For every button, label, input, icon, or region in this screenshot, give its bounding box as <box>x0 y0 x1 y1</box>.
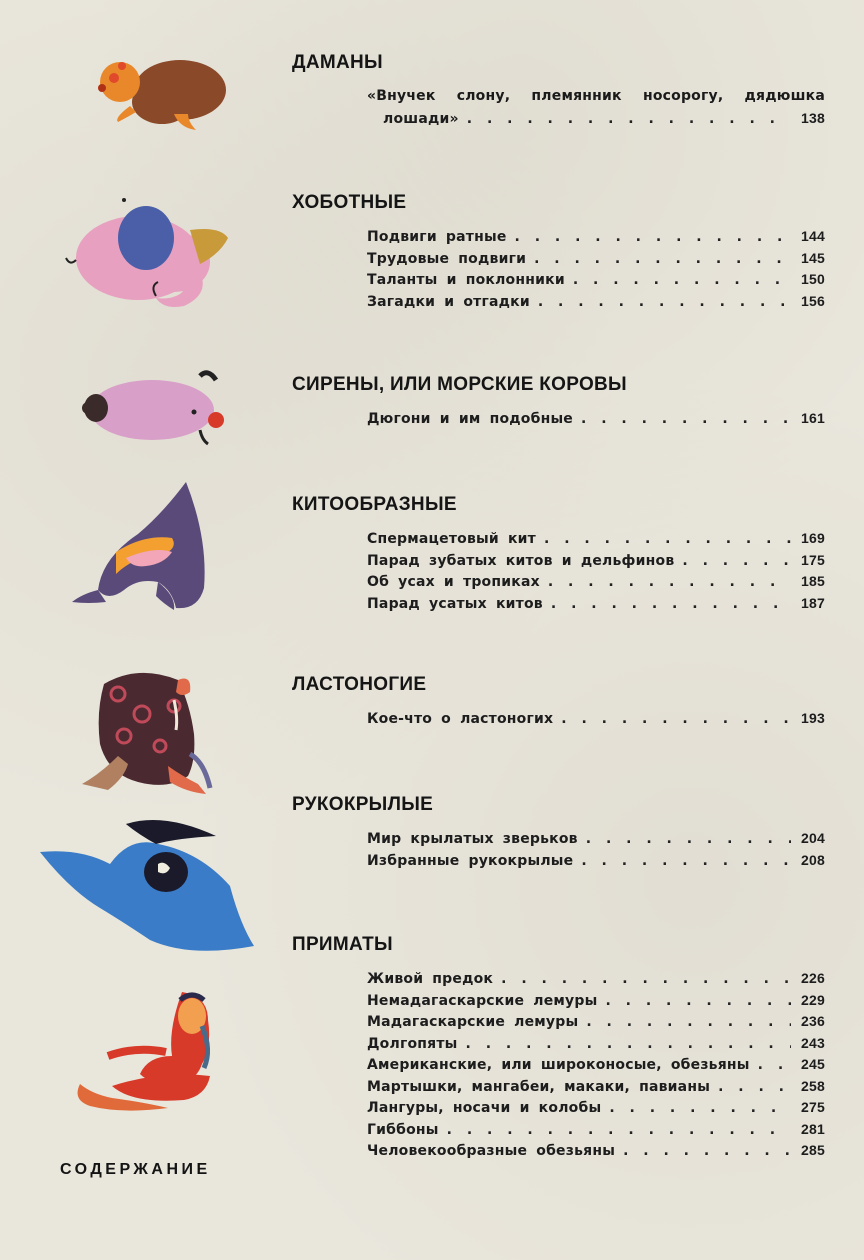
toc-entry[interactable] <box>367 1056 825 1078</box>
page-number: 138 <box>801 109 825 126</box>
dot-leader <box>534 251 791 267</box>
section-title: КИТООБРАЗНЫЕ <box>292 494 457 515</box>
dot-leader <box>561 711 791 727</box>
entry-title: Мадагаскарские лемуры <box>367 1014 579 1030</box>
toc-entry[interactable] <box>367 250 825 272</box>
dot-leader <box>581 853 791 869</box>
dot-leader <box>548 574 791 590</box>
toc-entry[interactable] <box>367 992 825 1014</box>
dot-leader <box>538 294 791 310</box>
page-number: 236 <box>801 1013 825 1029</box>
entry-title: Мартышки, мангабеи, макаки, павианы <box>367 1078 711 1095</box>
toc-entry[interactable] <box>367 410 825 432</box>
section-title: ЛАСТОНОГИЕ <box>292 674 427 695</box>
toc-entry[interactable] <box>367 293 825 315</box>
dolphin-icon <box>68 478 218 618</box>
section-title: РУКОКРЫЛЫЕ <box>292 794 434 815</box>
toc-section-pinnipeds <box>290 674 825 732</box>
toc-entry[interactable] <box>367 1142 825 1164</box>
page-number: 229 <box>801 991 825 1008</box>
page-number: 243 <box>801 1034 825 1051</box>
toc-section-hyraxes <box>290 52 825 131</box>
dot-leader <box>544 531 791 547</box>
page-number: 150 <box>801 271 825 287</box>
page-number: 144 <box>801 228 825 244</box>
entry-title: Американские, или широконосые, обезьяны <box>367 1057 750 1073</box>
page-number: 187 <box>801 594 825 611</box>
page-number: 281 <box>801 1120 825 1137</box>
entry-title: лошади» <box>383 110 459 127</box>
dot-leader <box>623 1143 791 1159</box>
toc-entry[interactable] <box>367 552 825 574</box>
hyrax-icon <box>92 52 232 137</box>
page-number: 161 <box>801 410 825 426</box>
toc-section-bats <box>290 794 825 873</box>
dot-leader <box>466 1036 791 1052</box>
dot-leader <box>605 993 791 1009</box>
toc-entry[interactable] <box>367 1099 825 1121</box>
entry-title: Об усах и тропиках <box>367 574 540 590</box>
toc-entry[interactable] <box>367 271 825 293</box>
dot-leader <box>447 1122 791 1138</box>
entry-title: Человекообразные обезьяны <box>367 1143 616 1159</box>
toc-entry[interactable] <box>383 110 825 132</box>
walrus-icon <box>78 664 218 799</box>
toc-entries <box>367 88 825 131</box>
toc-entry[interactable] <box>367 830 825 852</box>
dot-leader <box>758 1057 791 1073</box>
toc-entries <box>367 228 825 314</box>
toc-entry[interactable] <box>367 573 825 595</box>
sea-cow-icon <box>76 368 226 448</box>
dot-leader <box>467 111 791 127</box>
entry-title: Подвиги ратные <box>367 229 507 245</box>
elephant-icon <box>60 198 235 313</box>
page-number: 208 <box>801 851 825 868</box>
entry-title: Долгопяты <box>367 1035 458 1052</box>
dot-leader <box>586 1014 791 1030</box>
toc-entry[interactable] <box>367 1078 825 1100</box>
toc-entries <box>367 410 825 432</box>
toc-section-sirenians <box>290 374 825 432</box>
toc-entry[interactable] <box>367 1013 825 1035</box>
toc-section-proboscideans <box>290 192 825 314</box>
toc-entries <box>367 530 825 616</box>
entry-title: Парад усатых китов <box>367 595 543 612</box>
entry-title: Мир крылатых зверьков <box>367 831 578 847</box>
toc-entries <box>367 970 825 1164</box>
toc-entry[interactable] <box>367 228 825 250</box>
entry-title: Избранные рукокрылые <box>367 852 574 869</box>
toc-entry[interactable] <box>367 1035 825 1057</box>
entry-title: Немадагаскарские лемуры <box>367 992 598 1009</box>
dot-leader <box>551 596 791 612</box>
dot-leader <box>501 971 791 987</box>
dot-leader <box>718 1079 791 1095</box>
toc-entry[interactable] <box>367 595 825 617</box>
page-number: 175 <box>801 551 825 568</box>
monkey-icon <box>72 990 222 1120</box>
entry-title: Таланты и поклонники <box>367 272 565 288</box>
page-number: 169 <box>801 530 825 546</box>
entry-title: Кое-что о ластоногих <box>367 711 554 727</box>
page-number: 258 <box>801 1077 825 1094</box>
entry-title: Гиббоны <box>367 1121 439 1138</box>
toc-entry-line[interactable]: «Внучек слону, племянник носорогу, дядюшка <box>367 88 825 104</box>
contents-label: СОДЕРЖАНИЕ <box>60 1161 211 1178</box>
page-number: 145 <box>801 249 825 266</box>
toc-entry[interactable] <box>367 1121 825 1143</box>
page-number: 285 <box>801 1142 825 1158</box>
page-number: 245 <box>801 1056 825 1072</box>
entry-title: Спермацетовый кит <box>367 531 536 547</box>
entry-title: Лангуры, носачи и колобы <box>367 1100 602 1116</box>
page-number: 226 <box>801 970 825 986</box>
toc-entries <box>367 830 825 873</box>
dot-leader <box>609 1100 791 1116</box>
section-title: ПРИМАТЫ <box>292 934 393 955</box>
toc-entry[interactable] <box>367 970 825 992</box>
entry-title: Дюгони и им подобные <box>367 411 573 427</box>
entry-title: Парад зубатых китов и дельфинов <box>367 552 675 569</box>
entry-title: Живой предок <box>367 971 494 987</box>
dot-leader <box>515 229 791 245</box>
section-title: ДАМАНЫ <box>292 52 383 73</box>
page-number: 204 <box>801 830 825 846</box>
dot-leader <box>581 411 791 427</box>
section-title: СИРЕНЫ, ИЛИ МОРСКИЕ КОРОВЫ <box>292 374 627 395</box>
dot-leader <box>682 553 791 569</box>
page-number: 275 <box>801 1099 825 1115</box>
entry-title: Загадки и отгадки <box>367 293 530 310</box>
toc-entry[interactable] <box>367 710 825 732</box>
toc-entry[interactable] <box>367 852 825 874</box>
dot-leader <box>586 831 791 847</box>
bat-icon <box>40 816 255 961</box>
toc-entries <box>367 710 825 732</box>
toc-section-cetaceans <box>290 494 825 616</box>
dot-leader <box>573 272 791 288</box>
page-number: 193 <box>801 710 825 726</box>
toc-section-primates <box>290 934 825 1164</box>
section-title: ХОБОТНЫЕ <box>292 192 407 213</box>
page-number: 185 <box>801 573 825 589</box>
entry-title: Трудовые подвиги <box>367 250 527 267</box>
toc-entry[interactable] <box>367 530 825 552</box>
page-number: 156 <box>801 292 825 309</box>
